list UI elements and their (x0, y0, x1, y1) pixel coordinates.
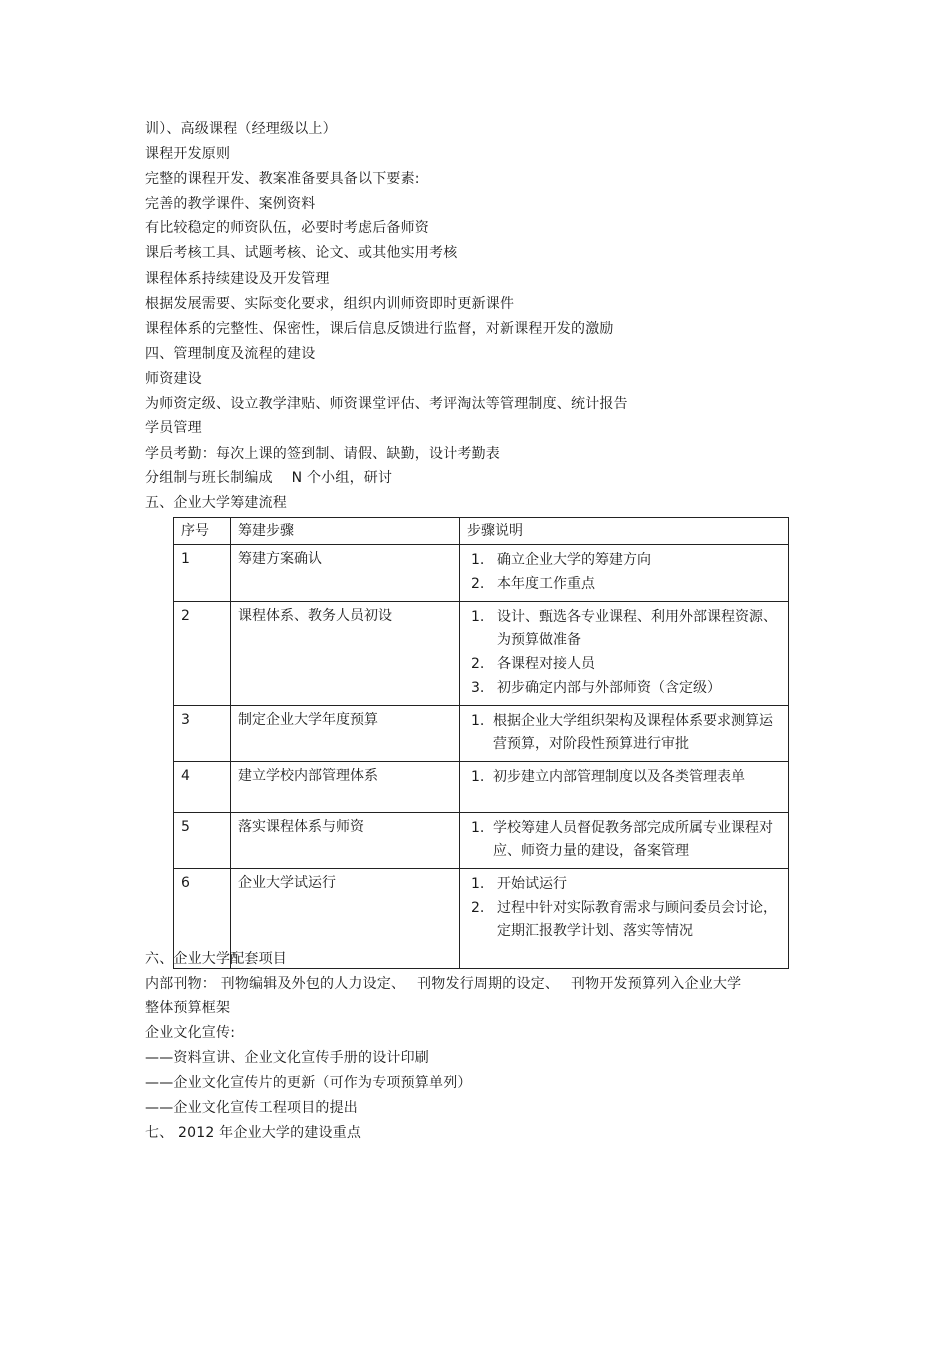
row-no: 6 (174, 869, 231, 969)
row-description (460, 813, 789, 869)
section-heading: 七、 2012 年企业大学的建设重点 (145, 1125, 362, 1141)
row-no: 5 (174, 813, 231, 869)
row-no: 4 (174, 762, 231, 813)
row-description (460, 869, 789, 969)
text-line: 分组制与班长制编成 N 个小组，研讨 (145, 470, 393, 486)
text-line: 完善的教学课件、案例资料 (145, 196, 316, 212)
section-heading: 课程开发原则 (145, 146, 231, 162)
row-no: 1 (174, 545, 231, 602)
section-heading: 学员管理 (145, 420, 202, 436)
list-item: 1. 开始试运行 (471, 876, 567, 892)
table-row (174, 602, 789, 706)
text-line: 有比较稳定的师资队伍，必要时考虑后备师资 (145, 220, 429, 236)
section-heading: 五、企业大学筹建流程 (145, 495, 287, 511)
row-description (460, 706, 789, 762)
header-description: 步骤说明 (460, 518, 789, 545)
table-row (174, 762, 789, 813)
text-line: ——企业文化宣传片的更新（可作为专项预算单列） (145, 1075, 472, 1091)
list-item: 1. 初步建立内部管理制度以及各类管理表单 (471, 769, 745, 785)
section-heading: 四、管理制度及流程的建设 (145, 346, 316, 362)
text-line: 根据发展需要、实际变化要求，组织内训师资即时更新课件 (145, 296, 515, 312)
row-step: 筹建方案确认 (231, 545, 460, 602)
row-step: 落实课程体系与师资 (231, 813, 460, 869)
text-line: 课后考核工具、试题考核、论文、或其他实用考核 (145, 245, 458, 261)
row-step: 课程体系、教务人员初设 (231, 602, 460, 706)
list-item: 2. 各课程对接人员 (471, 656, 595, 672)
text-line: ——企业文化宣传工程项目的提出 (145, 1100, 358, 1116)
row-no: 3 (174, 706, 231, 762)
row-description (460, 762, 789, 813)
table-row (174, 813, 789, 869)
row-step: 制定企业大学年度预算 (231, 706, 460, 762)
row-no: 2 (174, 602, 231, 706)
row-step: 企业大学试运行 (231, 869, 460, 969)
text-line: 学员考勤：每次上课的签到制、请假、缺勤，设计考勤表 (145, 446, 500, 462)
list-item: 1. 确立企业大学的筹建方向 (471, 552, 651, 568)
table-header-row (174, 518, 789, 545)
header-step: 筹建步骤 (231, 518, 460, 545)
table-row (174, 706, 789, 762)
text-line: 完整的课程开发、教案准备要具备以下要素: (145, 171, 420, 187)
section-heading: 六、企业大学配套项目 (145, 951, 287, 967)
list-item: 1. 学校筹建人员督促教务部完成所属专业课程对应、师资力量的建设，备案管理 (471, 820, 773, 859)
text-line: 内部刊物： 刊物编辑及外包的人力设定、 刊物发行周期的设定、 刊物开发预算列入企业大学 (145, 976, 742, 992)
list-item: 2. 过程中针对实际教育需求与顾问委员会讨论，定期汇报教学计划、落实等情况 (471, 900, 777, 939)
text-line: 整体预算框架 (145, 1000, 231, 1016)
header-no: 序号 (174, 518, 231, 545)
section-heading: 师资建设 (145, 371, 202, 387)
list-item: 1. 根据企业大学组织架构及课程体系要求测算运营预算，对阶段性预算进行审批 (471, 713, 773, 752)
process-table (173, 517, 789, 969)
row-description (460, 545, 789, 602)
table-row (174, 545, 789, 602)
row-step: 建立学校内部管理体系 (231, 762, 460, 813)
row-description (460, 602, 789, 706)
text-line: 训）、高级课程（经理级以上） (145, 121, 337, 137)
list-item: 1. 设计、甄选各专业课程、利用外部课程资源、为预算做准备 (471, 609, 777, 648)
section-heading: 课程体系持续建设及开发管理 (145, 271, 330, 287)
list-item: 2. 本年度工作重点 (471, 576, 595, 592)
text-line: ——资料宣讲、企业文化宣传手册的设计印刷 (145, 1050, 429, 1066)
text-line: 为师资定级、设立教学津贴、师资课堂评估、考评淘汰等管理制度、统计报告 (145, 396, 628, 412)
list-item: 3. 初步确定内部与外部师资（含定级） (471, 680, 721, 696)
section-heading: 企业文化宣传: (145, 1025, 236, 1041)
text-line: 课程体系的完整性、保密性，课后信息反馈进行监督，对新课程开发的激励 (145, 321, 614, 337)
